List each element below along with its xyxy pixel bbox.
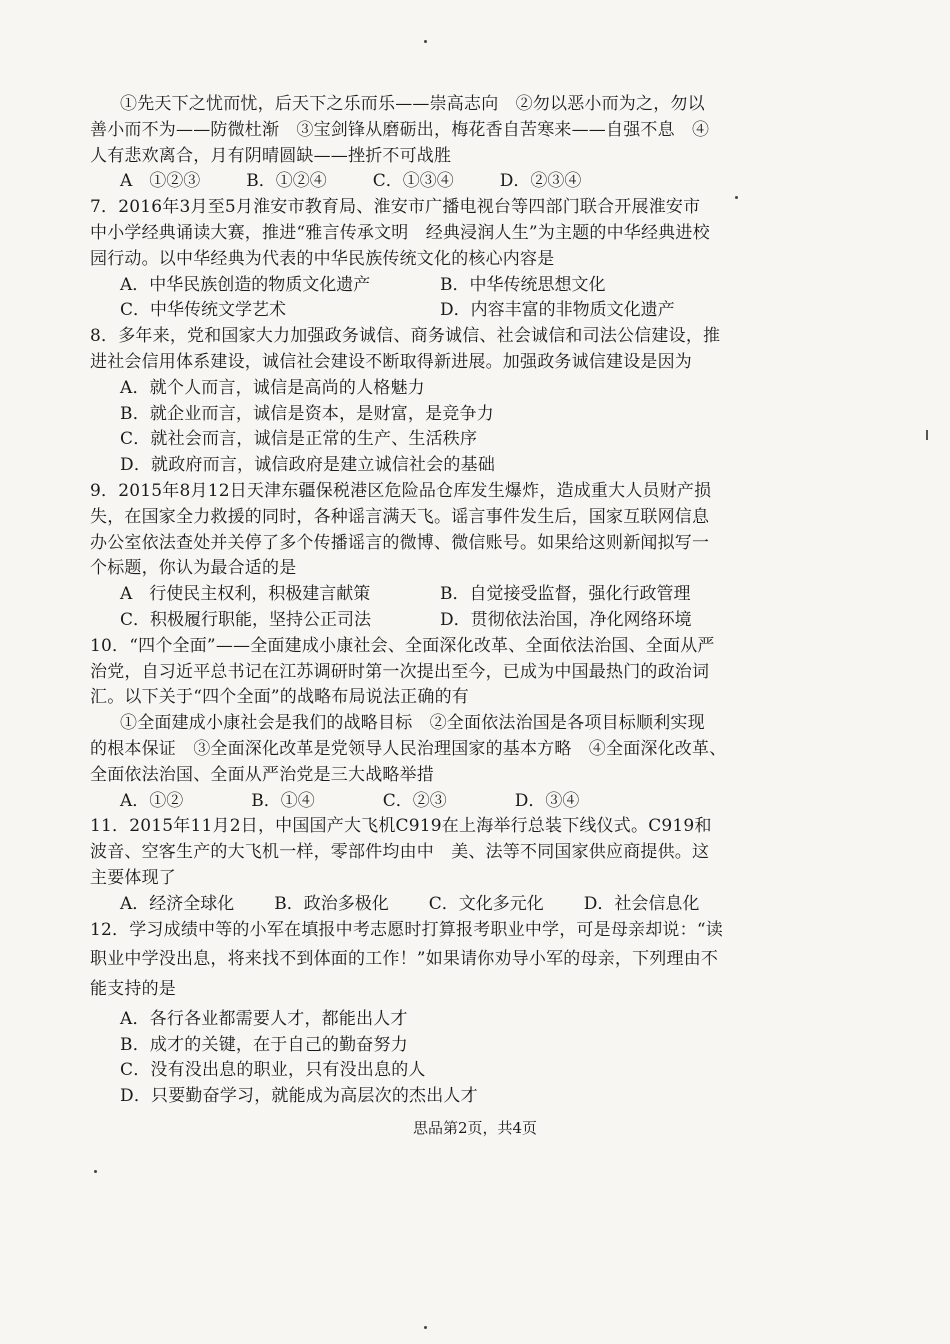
option-c: C．②③ (382, 790, 447, 811)
option-c: C．文化多元化 (428, 893, 544, 914)
question-text: 9．2015年8月12日天津东疆保税港区危险品仓库发生爆炸，造成重大人员财产损 (90, 480, 712, 501)
option-c: C．①③④ (372, 171, 454, 192)
question-text: 12．学习成绩中等的小军在填报中考志愿时打算报考职业中学，可是母亲却说：“读 (90, 919, 723, 940)
option-a: A．各行各业都需要人才，都能出人才 (120, 1008, 408, 1029)
question-9 (90, 479, 810, 634)
option-a: A．①② (120, 790, 184, 811)
option-d: D．就政府而言，诚信政府是建立诚信社会的基础 (120, 455, 496, 476)
question-text: 8．多年来，党和国家大力加强政务诚信、商务诚信、社会诚信和司法公信建设，推 (90, 326, 721, 347)
question-6-continuation (90, 92, 810, 195)
question-text: 全面依法治国、全面从严治党是三大战略举措 (90, 764, 434, 785)
question-text: 波音、空客生产的大飞机一样，零部件均由中 美、法等不同国家供应商提供。这 (90, 842, 710, 863)
question-7-options (90, 273, 810, 325)
question-text: 主要体现了 (90, 867, 176, 888)
option-d: D．内容丰富的非物质文化遗产 (440, 300, 675, 321)
option-d: D．②③④ (499, 171, 582, 192)
scan-speck (94, 1170, 97, 1173)
option-d: D．社会信息化 (583, 893, 700, 914)
option-b: B．成才的关键，在于自己的勤奋努力 (120, 1034, 408, 1055)
text-line: ①先天下之忧而忧，后天下之乐而乐——崇高志向 ②勿以恶小而为之，勿以 (120, 94, 705, 114)
scan-speck (424, 40, 427, 43)
option-a: A．中华民族创造的物质文化遗产 (120, 274, 371, 295)
option-c: C．中华传统文学艺术 (120, 300, 287, 321)
question-text: 职业中学没出息，将来找不到体面的工作！”如果请你劝导小军的母亲，下列理由不 (90, 949, 719, 970)
option-d: D．③④ (514, 790, 580, 811)
question-text: 10．“四个全面”——全面建成小康社会、全面深化改革、全面依法治国、全面从严 (90, 635, 715, 656)
option-b: B．中华传统思想文化 (440, 274, 606, 295)
question-text: 个标题，你认为最合适的是 (90, 558, 297, 579)
option-b: B．自觉接受监督，强化行政管理 (440, 584, 691, 605)
option-c: C．没有没出息的职业，只有没出息的人 (120, 1060, 426, 1081)
question-text: 能支持的是 (90, 979, 176, 1000)
question-text: 7．2016年3月至5月淮安市教育局、淮安市广播电视台等四部门联合开展淮安市 (90, 197, 701, 218)
question-text: 失，在国家全力救援的同时，各种谣言满天飞。谣言事件发生后，国家互联网信息 (90, 506, 710, 527)
question-text: 11．2015年11月2日，中国国产大飞机C919在上海举行总装下线仪式。C919和 (90, 816, 712, 837)
question-text: 的根本保证 ③全面深化改革是党领导人民治理国家的基本方略 ④全面深化改革、 (90, 738, 727, 759)
text-line: 人有悲欢离合，月有阴晴圆缺——挫折不可战胜 (90, 145, 452, 166)
option-b: B．政治多极化 (274, 893, 389, 914)
question-text: 治党，自习近平总书记在江苏调研时第一次提出至今，已成为中国最热门的政治词 (90, 661, 710, 682)
question-text: 中小学经典诵读大赛，推进“雅言传承文明 经典浸润人生”为主题的中华经典进校 (90, 222, 710, 243)
text-line: 善小而不为——防微杜渐 ③宝剑锋从磨砺出，梅花香自苦寒来——自强不息 ④ (90, 119, 710, 140)
question-11 (90, 814, 810, 917)
option-a: A．经济全球化 (120, 893, 235, 914)
option-b: B．就企业而言，诚信是资本，是财富，是竞争力 (120, 403, 494, 424)
scan-speck (424, 1326, 427, 1329)
question-text: ①全面建成小康社会是我们的战略目标 ②全面依法治国是各项目标顺利实现 (120, 713, 705, 734)
option-d: D．只要勤奋学习，就能成为高层次的杰出人才 (120, 1086, 478, 1107)
question-11-options (90, 892, 810, 918)
option-c: C．就社会而言，诚信是正常的生产、生活秩序 (120, 429, 478, 450)
question-12 (90, 918, 810, 1111)
option-b: B．①④ (251, 790, 315, 811)
question-7 (90, 195, 810, 324)
question-10 (90, 634, 810, 815)
question-6-options (90, 169, 810, 195)
option-a: A．就个人而言，诚信是高尚的人格魅力 (120, 377, 425, 398)
question-text: 办公室依法查处并关停了多个传播谣言的微博、微信账号。如果给这则新闻拟写一 (90, 532, 710, 553)
question-8 (90, 324, 810, 479)
option-d: D．贯彻依法治国，净化网络环境 (440, 609, 692, 630)
scan-speck (735, 196, 738, 199)
question-10-options (90, 789, 810, 815)
question-text: 进社会信用体系建设，诚信社会建设不断取得新进展。加强政务诚信建设是因为 (90, 351, 692, 372)
option-a: A 行使民主权利，积极建言献策 (120, 584, 371, 605)
page-footer: 思品第2页，共4页 (412, 1119, 538, 1137)
question-9-options (90, 582, 810, 634)
option-a: A ①②③ (120, 171, 201, 192)
question-text: 园行动。以中华经典为代表的中华民族传统文化的核心内容是 (90, 248, 555, 269)
option-c: C．积极履行职能，坚持公正司法 (120, 609, 372, 630)
scan-edge-mark (926, 430, 928, 440)
option-b: B．①②④ (246, 171, 327, 192)
question-text: 汇。以下关于“四个全面”的战略布局说法正确的有 (90, 687, 469, 708)
